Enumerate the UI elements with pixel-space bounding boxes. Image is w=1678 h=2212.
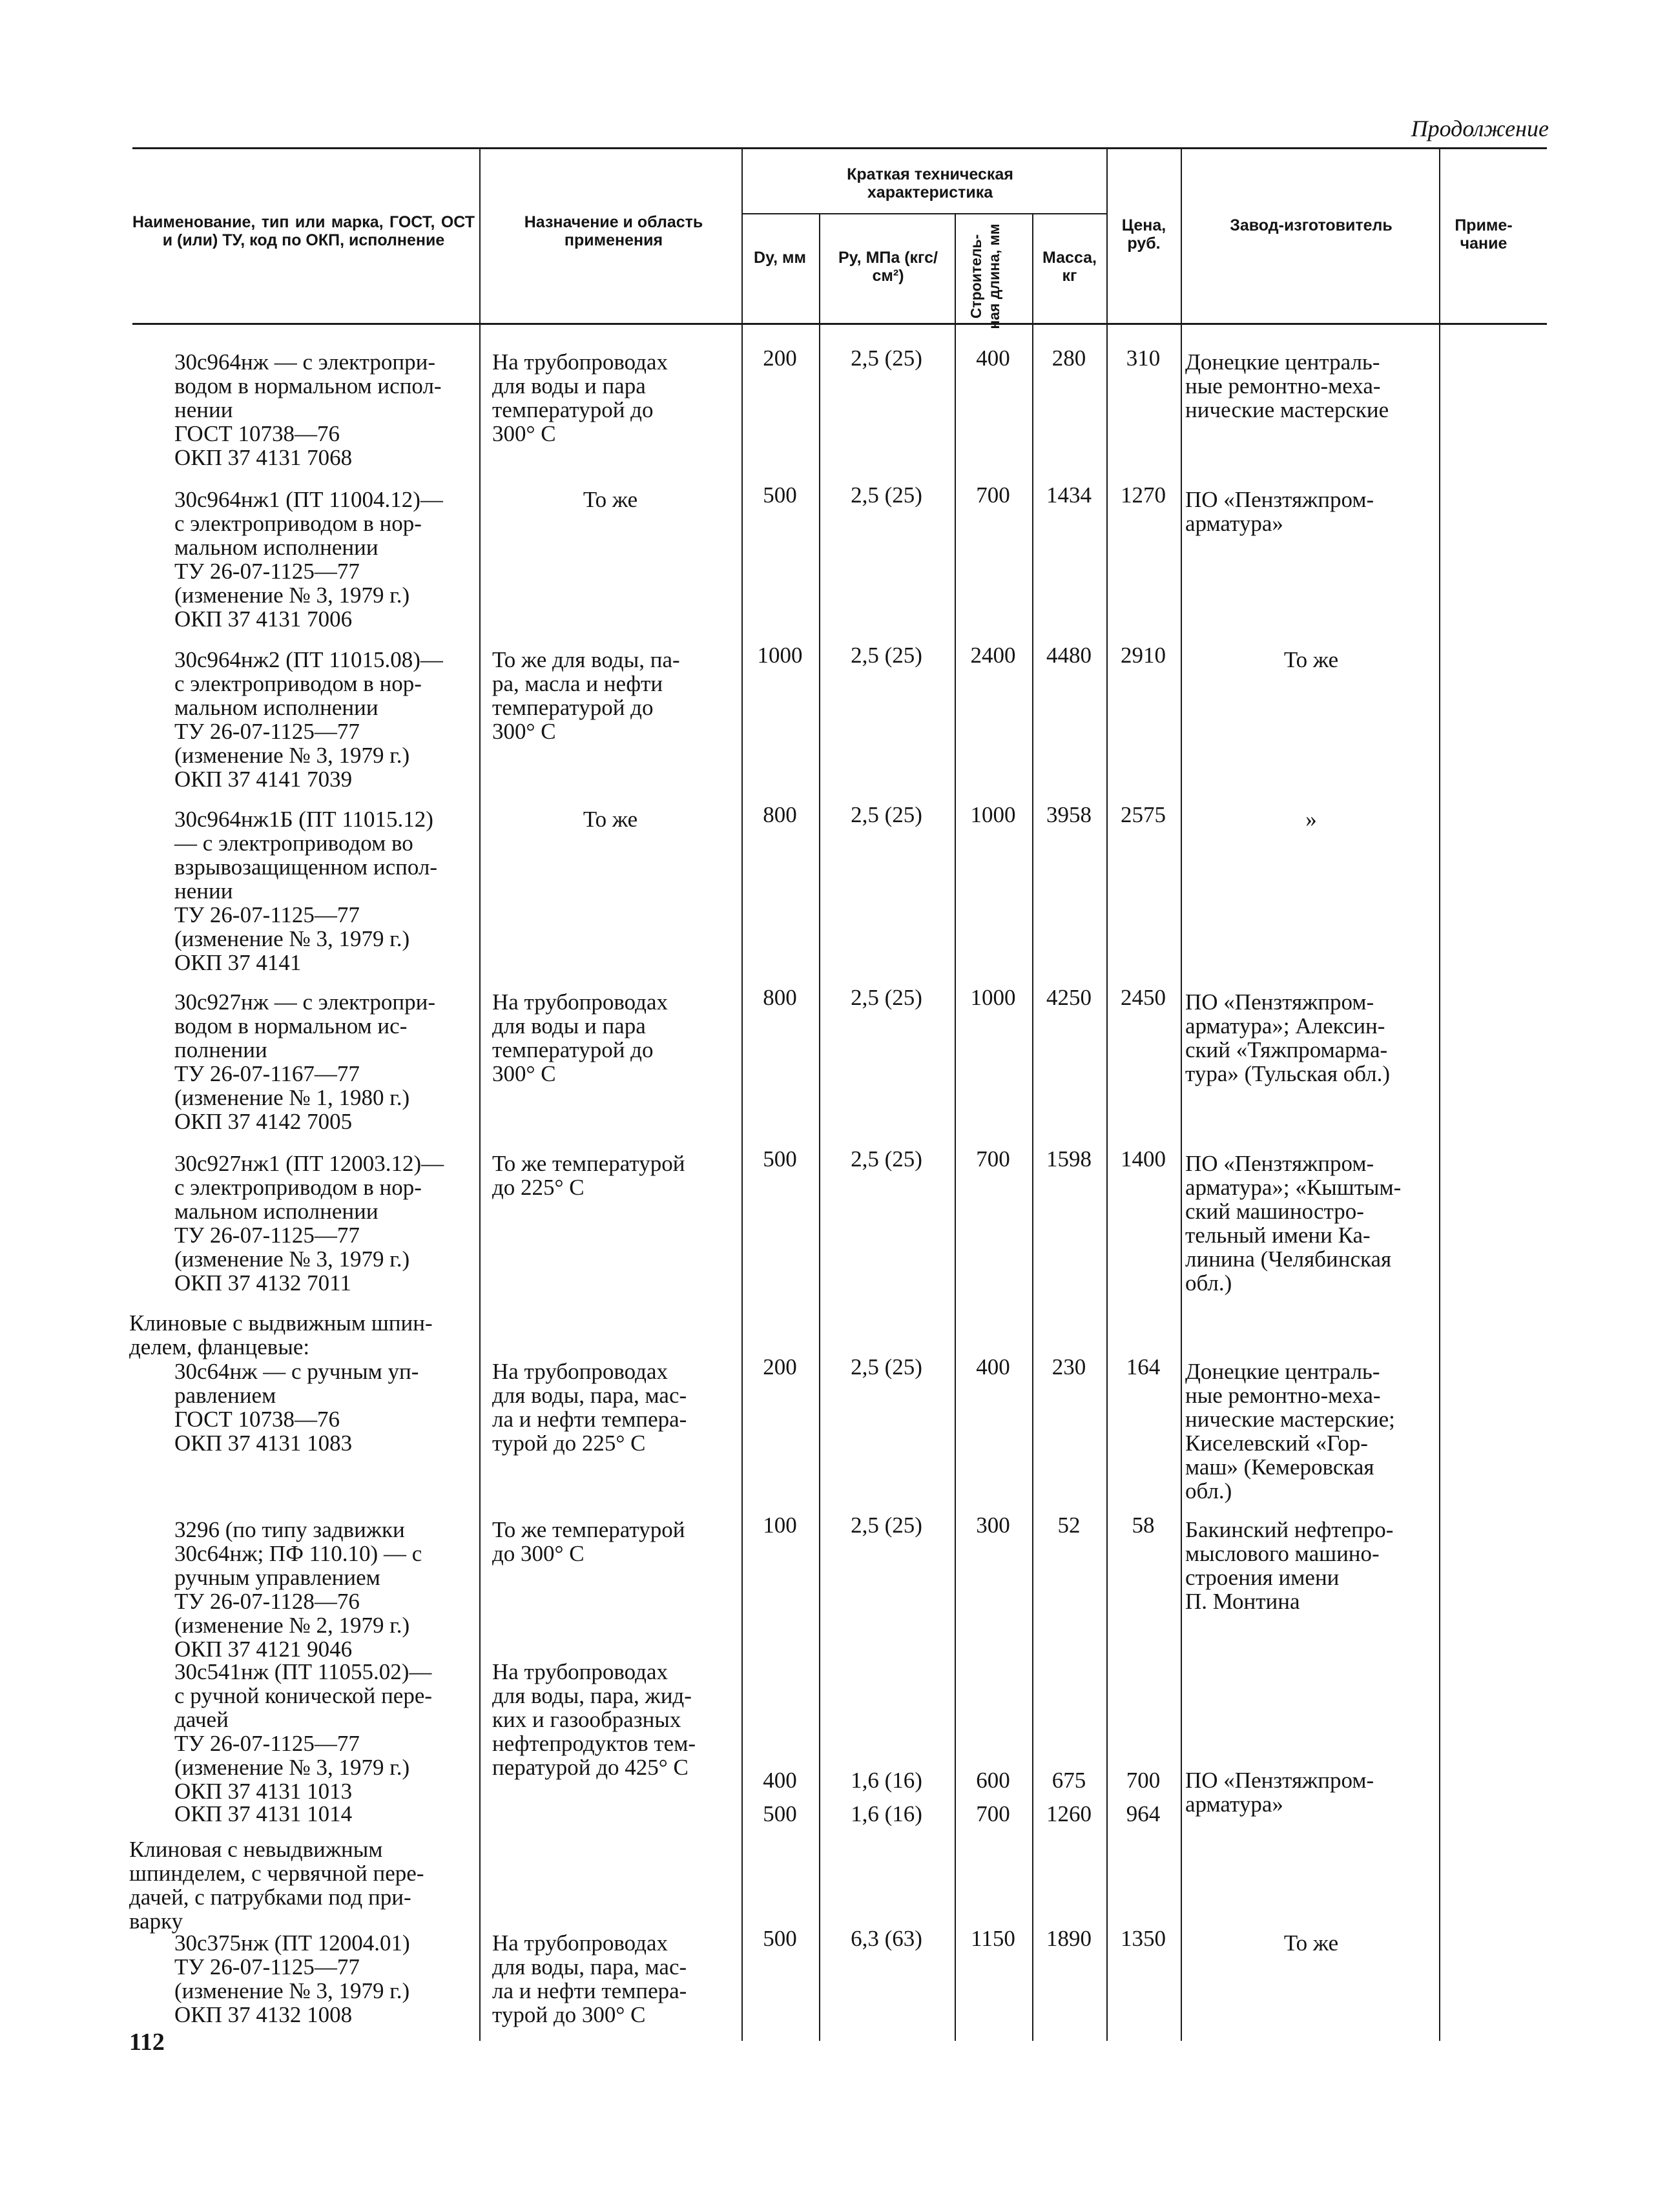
row-dy: 500 bbox=[763, 1146, 797, 1172]
row-price: 58 bbox=[1132, 1513, 1155, 1538]
row-length: 1000 bbox=[970, 802, 1016, 827]
header-length: Строитель-ная длина, мм bbox=[968, 223, 1002, 329]
header-note: Приме-чание bbox=[1455, 216, 1513, 253]
row-dy: 800 bbox=[763, 802, 797, 827]
row-price: 2450 bbox=[1121, 985, 1166, 1010]
row-name: ОКП 37 4131 1014 bbox=[174, 1801, 353, 1826]
row-dy: 500 bbox=[763, 1926, 797, 1951]
row-mass: 1260 bbox=[1046, 1801, 1092, 1826]
section-heading: Клиновая с невыдвижным шпинделем, с червячной пере- дачей, с патрубками под при- варку bbox=[129, 1837, 424, 1934]
row-maker: То же bbox=[1283, 647, 1339, 672]
row-mass: 4250 bbox=[1046, 985, 1092, 1010]
row-purpose: На трубопроводах для воды и пара температурой до 300° С bbox=[492, 989, 668, 1086]
row-maker: » bbox=[1305, 807, 1317, 832]
row-mass: 52 bbox=[1057, 1513, 1081, 1538]
row-length: 600 bbox=[976, 1768, 1010, 1793]
row-py: 2,5 (25) bbox=[851, 1513, 922, 1538]
row-length: 700 bbox=[976, 482, 1010, 508]
row-py: 2,5 (25) bbox=[851, 1146, 922, 1172]
table-top-rule bbox=[132, 147, 1547, 149]
row-dy: 1000 bbox=[757, 643, 803, 668]
row-purpose: То же bbox=[583, 487, 638, 512]
row-purpose: На трубопроводах для воды и пара температурой до 300° С bbox=[492, 349, 668, 446]
row-mass: 1890 bbox=[1046, 1926, 1092, 1951]
row-purpose: То же bbox=[583, 807, 638, 832]
header-purpose: Назначение и область применения bbox=[524, 213, 703, 249]
col-divider bbox=[741, 149, 743, 2041]
row-length: 2400 bbox=[970, 643, 1016, 668]
section-heading: Клиновые с выдвижным шпин- делем, фланцевые: bbox=[129, 1310, 433, 1359]
row-maker: ПО «Пензтяжпром- арматура» bbox=[1185, 1768, 1374, 1817]
row-dy: 500 bbox=[763, 482, 797, 508]
row-maker: То же bbox=[1283, 1930, 1339, 1956]
tech-group-rule bbox=[743, 213, 1108, 214]
row-maker: ПО «Пензтяжпром- арматура» bbox=[1185, 487, 1374, 536]
row-length: 1000 bbox=[970, 985, 1016, 1010]
row-purpose: На трубопроводах для воды, пара, мас- ла и нефти темпера- турой до 225° С bbox=[492, 1359, 687, 1456]
row-price: 1270 bbox=[1121, 482, 1166, 508]
row-purpose: То же температурой до 300° С bbox=[492, 1517, 685, 1566]
row-mass: 1598 bbox=[1046, 1146, 1092, 1172]
row-mass: 4480 bbox=[1046, 643, 1092, 668]
row-price: 164 bbox=[1126, 1354, 1161, 1380]
row-maker: Донецкие централь- ные ремонтно-меха- нические мастерские; Киселевский «Гор- маш» (Кемеровская обл.) bbox=[1185, 1359, 1395, 1504]
col-divider bbox=[1439, 149, 1440, 2041]
row-mass: 280 bbox=[1051, 346, 1086, 371]
row-dy: 800 bbox=[763, 985, 797, 1010]
row-dy: 500 bbox=[763, 1801, 797, 1826]
row-price: 2910 bbox=[1121, 643, 1166, 668]
header-dy: Dу, мм bbox=[754, 249, 806, 267]
row-dy: 200 bbox=[763, 346, 797, 371]
row-py: 2,5 (25) bbox=[851, 482, 922, 508]
row-name: 30с64нж — с ручным уп- равлением ГОСТ 10738—76 ОКП 37 4131 1083 bbox=[174, 1359, 419, 1456]
header-mass: Масса, кг bbox=[1042, 249, 1097, 285]
row-length: 400 bbox=[976, 1354, 1010, 1380]
row-py: 1,6 (16) bbox=[851, 1768, 922, 1793]
row-purpose: То же для воды, па- ра, масла и нефти температурой до 300° С bbox=[492, 647, 680, 744]
row-purpose: На трубопроводах для воды, пара, жид- ких и газообразных нефтепродуктов тем- пературой до 425° С bbox=[492, 1659, 696, 1780]
row-price: 310 bbox=[1126, 346, 1161, 371]
row-maker: Бакинский нефтепро- мыслового машино- строения имени П. Монтина bbox=[1185, 1517, 1394, 1614]
row-length: 1150 bbox=[971, 1926, 1015, 1951]
row-price: 2575 bbox=[1121, 802, 1166, 827]
header-bottom-rule bbox=[132, 323, 1547, 325]
header-name: Наименование, тип или марка, ГОСТ, ОСТ и (или) ТУ, код по ОКП, исполнение bbox=[132, 213, 475, 249]
header-py: Pу, МПа (кгс/см²) bbox=[838, 249, 938, 285]
page-number: 112 bbox=[129, 2029, 165, 2056]
row-mass: 230 bbox=[1051, 1354, 1086, 1380]
col-divider bbox=[1106, 149, 1108, 2041]
row-name: 30с964нж1Б (ПТ 11015.12) — с электроприводом во взрывозащищенном испол- нении ТУ 26-07-1125—77 (изменение № 3, 1979 г.) ОКП 37 4141 bbox=[174, 807, 438, 975]
header-tech: Краткая техническая характеристика bbox=[847, 165, 1013, 202]
row-py: 2,5 (25) bbox=[851, 1354, 922, 1380]
row-maker: ПО «Пензтяжпром- арматура»; «Кыштым- ский машиностро- тельный имени Ка- линина (Челябинская обл.) bbox=[1185, 1151, 1402, 1296]
row-maker: ПО «Пензтяжпром- арматура»; Алексин- ский «Тяжпромарма- тура» (Тульская обл.) bbox=[1185, 989, 1390, 1086]
row-name: 30с375нж (ПТ 12004.01) ТУ 26-07-1125—77 (изменение № 3, 1979 г.) ОКП 37 4132 1008 bbox=[174, 1930, 410, 2027]
row-py: 2,5 (25) bbox=[851, 985, 922, 1010]
row-name: 3296 (по типу задвижки 30с64нж; ПФ 110.10) — с ручным управлением ТУ 26-07-1128—76 (изменение № 2, 1979 г.) ОКП 37 4121 9046 bbox=[174, 1517, 422, 1662]
row-mass: 675 bbox=[1051, 1768, 1086, 1793]
row-price: 1400 bbox=[1121, 1146, 1166, 1172]
row-py: 6,3 (63) bbox=[851, 1926, 922, 1951]
row-py: 2,5 (25) bbox=[851, 643, 922, 668]
row-price: 1350 bbox=[1121, 1926, 1166, 1951]
row-mass: 1434 bbox=[1046, 482, 1092, 508]
row-py: 1,6 (16) bbox=[851, 1801, 922, 1826]
row-length: 700 bbox=[976, 1146, 1010, 1172]
row-maker: Донецкие централь- ные ремонтно-меха- нические мастерские bbox=[1185, 349, 1389, 422]
row-dy: 200 bbox=[763, 1354, 797, 1380]
row-length: 400 bbox=[976, 346, 1010, 371]
row-price: 964 bbox=[1126, 1801, 1161, 1826]
header-price: Цена, руб. bbox=[1121, 216, 1166, 253]
row-mass: 3958 bbox=[1046, 802, 1092, 827]
row-length: 300 bbox=[976, 1513, 1010, 1538]
row-name: 30с964нж1 (ПТ 11004.12)— с электроприводом в нор- мальном исполнении ТУ 26-07-1125—77 (изменение № 3, 1979 г.) ОКП 37 4131 7006 bbox=[174, 487, 443, 632]
row-name: 30с964нж — с электропри- водом в нормальном испол- нении ГОСТ 10738—76 ОКП 37 4131 7068 bbox=[174, 349, 442, 470]
row-dy: 100 bbox=[763, 1513, 797, 1538]
row-name: 30с541нж (ПТ 11055.02)— с ручной конической пере- дачей ТУ 26-07-1125—77 (изменение № 3, 1979 г.) ОКП 37 4131 1013 bbox=[174, 1659, 433, 1804]
col-divider bbox=[1181, 149, 1182, 2041]
row-purpose: На трубопроводах для воды, пара, мас- ла и нефти темпера- турой до 300° С bbox=[492, 1930, 687, 2027]
row-purpose: То же температурой до 225° С bbox=[492, 1151, 685, 1200]
row-name: 30с927нж1 (ПТ 12003.12)— с электроприводом в нор- мальном исполнении ТУ 26-07-1125—77 (изменение № 3, 1979 г.) ОКП 37 4132 7011 bbox=[174, 1151, 444, 1296]
row-name: 30с964нж2 (ПТ 11015.08)— с электроприводом в нор- мальном исполнении ТУ 26-07-1125—77 (изменение № 3, 1979 г.) ОКП 37 4141 7039 bbox=[174, 647, 443, 792]
continuation-label: Продолжение bbox=[1411, 116, 1549, 141]
row-price: 700 bbox=[1126, 1768, 1161, 1793]
header-maker: Завод-изготовитель bbox=[1230, 216, 1393, 234]
row-name: 30с927нж — с электропри- водом в нормальном ис- полнении ТУ 26-07-1167—77 (изменение № 1, 1980 г.) ОКП 37 4142 7005 bbox=[174, 989, 436, 1134]
row-py: 2,5 (25) bbox=[851, 802, 922, 827]
row-dy: 400 bbox=[763, 1768, 797, 1793]
row-py: 2,5 (25) bbox=[851, 346, 922, 371]
row-length: 700 bbox=[976, 1801, 1010, 1826]
